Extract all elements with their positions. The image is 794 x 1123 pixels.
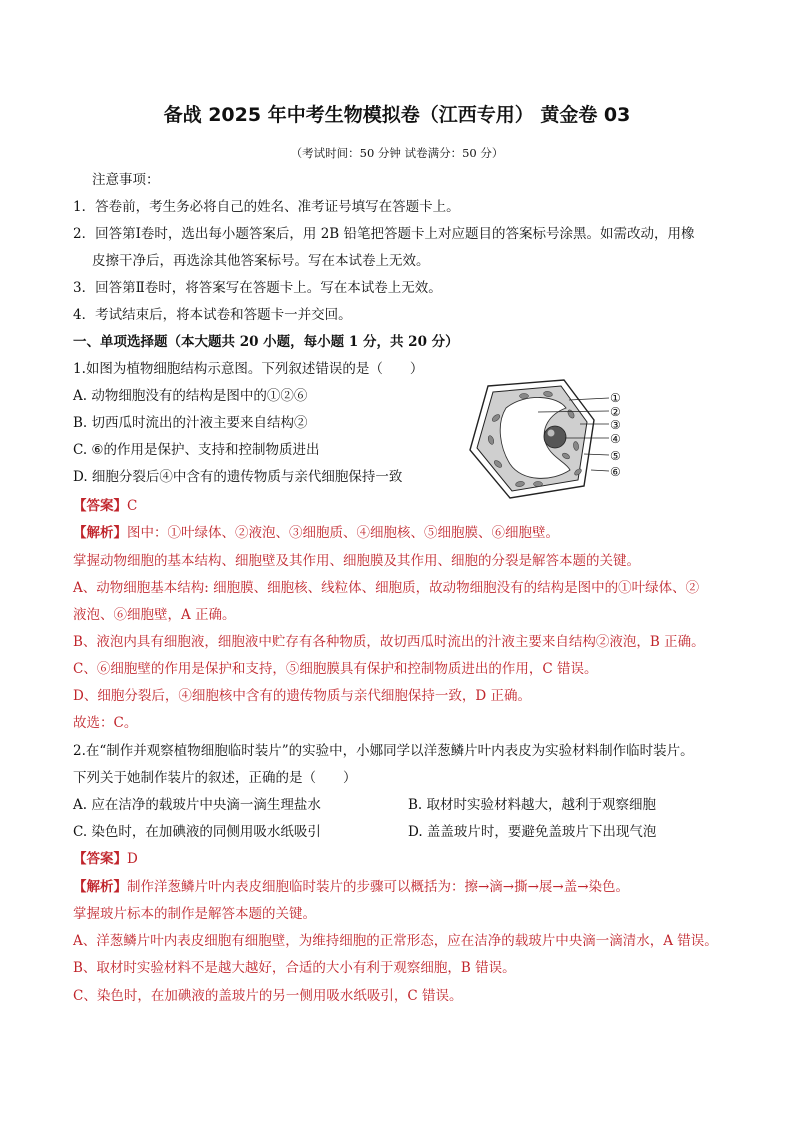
label-2: ② [610,405,621,419]
notice-item-4: 4．考试结束后，将本试卷和答题卡一并交回。 [73,307,352,323]
nucleus [544,426,566,448]
label-5: ⑤ [610,449,621,463]
q1-analysis-1 [73,523,559,543]
q2-stem-1: 2.在“制作并观察植物细胞临时装片”的实验中，小娜同学以洋葱鳞片叶内表皮为实验材料制作临时装片。 [73,743,694,759]
answer-value: C [127,498,138,514]
answer-label: 【答案】 [73,498,127,514]
q2-option-b: B. 取材时实验材料越大，越利于观察细胞 [408,797,657,813]
q2-analysis-4: B、取材时实验材料不是越大越好，合适的大小有利于观察细胞，B 错误。 [73,960,516,976]
q1-analysis-2: 掌握动物细胞的基本结构、细胞壁及其作用、细胞膜及其作用、细胞的分裂是解答本题的关键。 [73,553,640,569]
q1-analysis-8: 故选：C。 [73,715,138,731]
q1-option-b: B. 切西瓜时流出的汁液主要来自结构② [73,415,308,431]
plant-cell-diagram [466,378,631,500]
q2-option-d: D. 盖盖玻片时，要避免盖玻片下出现气泡 [408,824,657,840]
q1-option-c: C. ⑥的作用是保护、支持和控制物质进出 [73,442,320,458]
q1-option-a: A. 动物细胞没有的结构是图中的①②⑥ [73,388,308,404]
answer-value: D [127,851,138,867]
notice-item-1: 1．答卷前，考生务必将自己的姓名、准考证号填写在答题卡上。 [73,199,460,215]
q2-analysis-3: A、洋葱鳞片叶内表皮细胞有细胞壁，为维持细胞的正常形态，应在洁净的载玻片中央滴一滴清水，A 错误。 [73,933,718,949]
q1-analysis-5: B、液泡内具有细胞液，细胞液中贮存有各种物质，故切西瓜时流出的汁液主要来自结构②液泡，B 正确。 [73,634,705,650]
q1-analysis-7: D、细胞分裂后，④细胞核中含有的遗传物质与亲代细胞保持一致，D 正确。 [73,688,531,704]
notice-item-2: 2．回答第Ⅰ卷时，选出每小题答案后，用 2B 铅笔把答题卡上对应题目的答案标号涂黑。如需改动，用橡 [73,226,695,242]
label-6: ⑥ [610,465,621,479]
exam-time-info: （考试时间：50 分钟 试卷满分：50 分） [290,146,504,160]
page-title: 备战 2025 年中考生物模拟卷（江西专用） 黄金卷 03 [163,104,631,126]
q2-option-a: A. 应在洁净的载玻片中央滴一滴生理盐水 [73,797,321,813]
q2-analysis-1 [73,877,629,897]
analysis-text: 图中：①叶绿体、②液泡、③细胞质、④细胞核、⑤细胞膜、⑥细胞壁。 [127,525,559,541]
label-1: ① [610,391,621,405]
label-3: ③ [610,418,621,432]
analysis-label: 【解析】 [73,525,127,541]
q2-analysis-2: 掌握玻片标本的制作是解答本题的关键。 [73,906,316,922]
notice-heading: 注意事项： [92,172,160,188]
q1-analysis-4: 液泡、⑥细胞壁，A 正确。 [73,607,236,623]
section-heading: 一、单项选择题（本大题共 20 小题，每小题 1 分，共 20 分） [73,334,459,350]
q1-analysis-6: C、⑥细胞壁的作用是保护和支持，⑤细胞膜具有保护和控制物质进出的作用，C 错误。 [73,661,598,677]
notice-item-3: 3．回答第Ⅱ卷时，将答案写在答题卡上。写在本试卷上无效。 [73,280,442,296]
label-4: ④ [610,432,621,446]
answer-label: 【答案】 [73,851,127,867]
q2-option-c: C. 染色时，在加碘液的同侧用吸水纸吸引 [73,824,321,840]
notice-item-2-cont: 皮擦干净后，再选涂其他答案标号。写在本试卷上无效。 [92,253,430,269]
q2-analysis-5: C、染色时，在加碘液的盖玻片的另一侧用吸水纸吸引，C 错误。 [73,988,463,1004]
analysis-label: 【解析】 [73,879,127,895]
analysis-text: 制作洋葱鳞片叶内表皮细胞临时装片的步骤可以概括为：擦→滴→撕→展→盖→染色。 [127,879,630,895]
q1-stem: 1.如图为植物细胞结构示意图。下列叙述错误的是（ ） [73,361,424,377]
q2-stem-2: 下列关于她制作装片的叙述，正确的是（ ） [73,770,357,786]
q2-answer [73,849,138,869]
q1-answer [73,496,137,516]
q1-analysis-3: A、动物细胞基本结构: 细胞膜、细胞核、线粒体、细胞质，故动物细胞没有的结构是图中的①叶绿体、② [73,580,700,596]
q1-option-d: D. 细胞分裂后④中含有的遗传物质与亲代细胞保持一致 [73,469,403,485]
